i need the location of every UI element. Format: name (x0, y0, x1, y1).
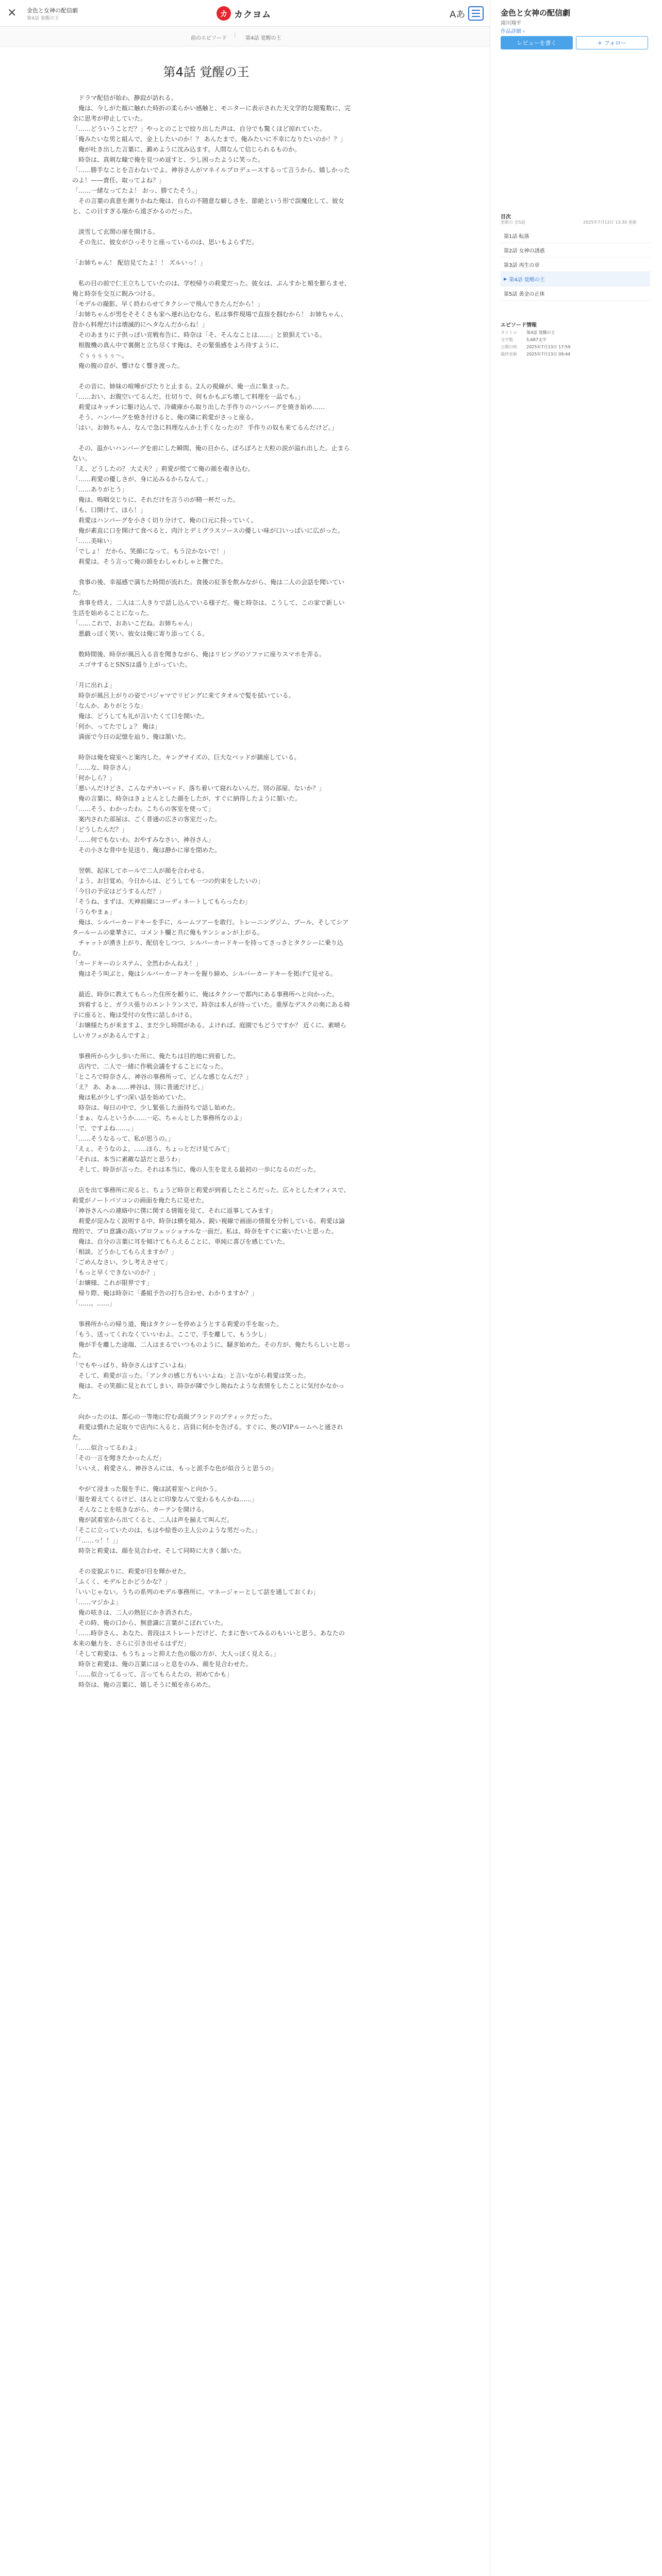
body-paragraph: 「「……っ！！」」 (72, 1537, 122, 1544)
body-paragraph (72, 1309, 351, 1319)
body-paragraph: 「え？ あ、あぁ……神谷は、別に普通だけど。」 (72, 1083, 207, 1091)
body-paragraph: 「今日の予定はどうするんだ？」 (72, 888, 166, 895)
body-paragraph: 「何かしら？」 (72, 774, 116, 782)
body-paragraph: 「……ありがとう」 (72, 486, 128, 493)
body-paragraph: その時、俺の口から、無意識に言葉がこぼれていた。 (72, 1619, 227, 1626)
body-paragraph: 数時間後、時奈が風呂入る音を聞きながら、俺はリビングのソファに座りスマホを弄る。 (72, 651, 326, 658)
body-paragraph: 「服を着えてくるけど、ほんとに印象なんて変わるもんかね……」 (72, 1496, 258, 1503)
body-paragraph: 時奈は、真剣な瞳で俺を見つめ返すと、少し困ったように笑った。 (72, 156, 264, 163)
body-paragraph: 「ふくく、モデルとかどうかな？」 (72, 1578, 171, 1585)
logo-mark-icon: カ (217, 6, 231, 21)
body-paragraph (72, 433, 351, 443)
body-paragraph: 「……莉愛の優しさが、身に沁みるからなんて。」 (72, 476, 211, 483)
review-button[interactable]: レビューを書く (501, 36, 573, 49)
body-paragraph: 「お姉ちゃん！ 配信見てたよ！！ ズルいっ！」 (72, 259, 206, 266)
body-paragraph: 「え、どうしたの？ 大丈夫？」莉愛が慌てて俺の顔を覗き込む。 (72, 465, 254, 472)
body-paragraph: 時奈は、俺の言葉に、嬉しそうに頬を赤らめた。 (72, 1681, 215, 1688)
body-paragraph: 俺は、その笑顔に見とれてしまい、時奈が隣で少し拗ねたような表情をしたことに気付かなかった。 (72, 1382, 345, 1400)
toc-episode-item[interactable] (501, 272, 650, 286)
body-paragraph: 「……おい、お腹空いてるんだ。仕切りで、何もかもぶち壊して料理を一品でも。」 (72, 393, 304, 400)
info-key: 公開日時 (501, 345, 517, 349)
body-paragraph: 食事の後、幸福感で満ちた時間が流れた。食後の紅茶を飲みながら、俺は二人の会話を聞いていた。 (72, 579, 345, 596)
toc-episode-item[interactable] (501, 243, 650, 258)
body-paragraph: 事務所からの帰り道、俺はタクシーを停めようとする莉愛の手を取った。 (72, 1320, 283, 1328)
top-header (0, 0, 490, 27)
body-paragraph: やがて浸まった服を手に、俺は試着室へと向かう。 (72, 1485, 221, 1493)
body-paragraph: 向かったのは、都心の一等地に佇む高級ブランドのブティックだった。 (72, 1413, 276, 1420)
body-paragraph: 莉愛は慣れた足取りで店内に入ると、店員に何かを告げる。すぐに、奥のVIPルームへと通された。 (72, 1423, 343, 1441)
font-size-icon[interactable]: Aあ (450, 9, 466, 20)
body-paragraph: 俺が手を離した途端、二人はまるでいつものように、騒ぎ始めた。その方が、俺たちらしいと思った。 (72, 1341, 351, 1359)
body-paragraph (72, 1556, 351, 1566)
episode-title: 第4話 覚醒の王 (163, 65, 250, 79)
body-paragraph: 事務所から少し歩いた所に、俺たちは目的地に到着した。 (72, 1053, 240, 1060)
body-paragraph: 帰り際、俺は時奈に「番組予告の打ち合わせ、わかりますか？」 (72, 1290, 258, 1297)
body-paragraph: 莉愛は、そう言って俺の頭をわしゃわしゃと撫でた。 (72, 558, 227, 565)
body-paragraph: 「神谷さんへの連絡中に僕に関する情報を見て、それに返事してみます」 (72, 1207, 276, 1214)
body-paragraph: 時奈と莉愛は、顔を見合わせ、そして同時に大きく頷いた。 (72, 1547, 245, 1554)
toc-episode-item[interactable] (501, 229, 650, 243)
body-paragraph: そのあまりに子供っぽい宣戦布告に、時奈は「そ、そんなことは……」と狼狽えている。 (72, 331, 326, 338)
current-marker-icon: ▶ (504, 277, 507, 281)
body-paragraph: その変貌ぶりに、莉愛が目を輝かせた。 (72, 1568, 190, 1575)
body-paragraph: その小さな背中を見送り、俺は静かに扉を閉めた。 (72, 846, 221, 854)
body-paragraph: 食事を終え、二人は二人きりで話し込んでいる様子だ。俺と時奈は、こうして、この家で新しい生活を始めることになった。 (72, 599, 345, 617)
logo-text: カクヨム (234, 9, 271, 20)
body-paragraph: 「もっと早くできないのか？」 (72, 1269, 159, 1276)
body-paragraph: 莉愛が淀みなく説明する中、時奈は横を組み、鋭い視線で画面の情報を分析している。莉愛は論理的で、プロ意識の高いプロフェッショナルな一面だ。私は、時奈をすぐに雇いたいと思った。 (72, 1217, 345, 1235)
menu-icon[interactable] (468, 6, 484, 21)
body-paragraph: 「……勝手なことを言わないでよ。神谷さんがマネイルプロデュースするって言うから、嬉しかったのよ！——責任、取ってよね？」 (72, 166, 350, 184)
body-paragraph: 「お嬢様、これが限界です」 (72, 1279, 153, 1286)
body-paragraph: 俺が素直に口を開けて食べると、肉汁とデミグラスソースの優しい味が口いっぱいに広がった。 (72, 527, 344, 534)
body-paragraph: 俺は私が少しずつ深い話を始めていた。 (72, 1094, 190, 1101)
body-paragraph: 時奈が風呂上がりの姿でパジャマでリビングに来てタオルで髪を拭いている。 (72, 692, 295, 699)
nav-separator: | (234, 32, 236, 38)
toc-list (501, 229, 650, 301)
body-paragraph: 「月に出れよ」 (72, 682, 116, 689)
body-paragraph: 「悪いんだけどさ、こんなデカいベッド、落ち着いて寝れないんだ。別の部屋、ないか？」 (72, 785, 325, 792)
body-paragraph: 「何か、ってたでしょ？ 俺は」 (72, 723, 161, 730)
body-paragraph: 「そして莉愛は、もうちょっと抑えた色の服の方が、大人っぽく見える。」 (72, 1650, 280, 1657)
body-paragraph: 「うらやまぁ」 (72, 908, 116, 916)
body-paragraph: 俺の腹の音が、響けなく響き渡った。 (72, 362, 184, 369)
site-logo[interactable] (217, 6, 271, 21)
work-sidebar (490, 0, 662, 2576)
body-paragraph: 「俺みたいな男と組んで、金上したいのか！？ あんたまで。俺みたいに不幸になりたいのか！？」 (72, 135, 346, 143)
info-row (501, 330, 650, 337)
body-paragraph: 「も、口開けて、ほら！」 (72, 506, 146, 514)
episode-info-label: エピソード情報 (501, 323, 537, 328)
body-paragraph: 莉愛はキッチンに駆け込んで、冷蔵庫から取り出した手作りのハンバーグを焼き始め…… (72, 403, 325, 411)
body-paragraph (72, 216, 351, 227)
body-paragraph: 「……な、時奈さん」 (72, 764, 135, 771)
body-paragraph: そう、ハンバーグを焼き付けると、俺の隣に莉愛がさっと座る。 (72, 414, 258, 421)
body-paragraph: 「……似合ってるわよ」 (72, 1444, 141, 1451)
body-paragraph: 最近、時奈に教えてもらった住所を頼りに、俺はタクシーで都内にある事務所へと向かった。 (72, 991, 339, 998)
work-title[interactable]: 金色と女神の配信劇 (27, 7, 78, 14)
body-paragraph: 「ところで時奈さん、神谷の事務所って、どんな感じなんだ？」 (72, 1073, 252, 1080)
body-paragraph: 「……どういうことだ？」やっとのことで絞り出した声は、自分でも驚くほど掠れていた。 (72, 125, 326, 132)
work-detail-link[interactable]: 作品詳細 › (501, 29, 525, 35)
body-paragraph: ぐぅぅぅぅぅ〜。 (72, 352, 128, 359)
info-row (501, 344, 650, 351)
close-icon[interactable]: × (7, 6, 17, 19)
sidebar-work-title[interactable]: 金色と女神の配信劇 (501, 8, 571, 18)
body-paragraph (72, 1401, 351, 1412)
toc-episode-label: 第2話 女神の誘惑 (504, 248, 545, 254)
body-paragraph: 俺は、シルバーカードキーを手に、ルームツアーを敢行。トレーニングジム、プール、そしてシアタールームの豪華さに、コメント欄と共に俺もテンションが上がる。 (72, 919, 349, 936)
toc-label: 目次 (501, 214, 511, 220)
body-paragraph: 「……これで、おあいこだね。お姉ちゃん」 (72, 620, 196, 627)
body-paragraph (72, 979, 351, 989)
body-paragraph: そんなことを呟きながら、カーテンを開ける。 (72, 1506, 208, 1513)
body-paragraph: 私の目の前で仁王立ちしていたのは、学校帰りの莉愛だった。彼女は、ぷんすかと頬を膨らませ、俺と時奈を交互に睨みつける。 (72, 280, 351, 297)
body-paragraph (72, 742, 351, 752)
body-paragraph (72, 1473, 351, 1484)
body-paragraph: 「まぁ、なんというか……一応、ちゃんとした事務所なのよ」 (72, 1114, 246, 1122)
toc-episode-label: 第1話 転落 (504, 234, 529, 240)
body-paragraph: 「でしょ！ だから、笑顔になって。もう泣かないで！」 (72, 548, 229, 555)
info-value: 第4話 覚醒の王 (526, 330, 555, 335)
body-paragraph: その音に、姉妹の喧嘩がぴたりと止まる。2人の視線が、俺一点に集まった。 (72, 383, 293, 390)
body-paragraph: 俺の言葉に、時奈はきょとんとした顔をしたが、すぐに納得したように頷いた。 (72, 795, 302, 802)
body-paragraph (72, 268, 351, 278)
body-paragraph: 案内された部屋は、ごく普通の広さの客室だった。 (72, 816, 221, 823)
info-key: 最終更新 (501, 352, 517, 357)
body-paragraph: 莉愛はハンバーグを小さく切り分けて、俺の口元に持っていく。 (72, 517, 257, 524)
body-paragraph: ドラマ配信が始わ、静寂が訪れる。 (72, 94, 177, 101)
body-paragraph (72, 855, 351, 866)
sidebar-author[interactable]: 滝川翔平 (501, 21, 521, 26)
body-paragraph: 俺は、どうしても礼が言いたくて口を開いた。 (72, 713, 209, 720)
body-paragraph: 「お嬢様たちが来ますよ、まだ少し時間がある。よければ、庭園でもどうですか？ 近くに、素晴らしいカフェがあるんですよ」 (72, 1022, 346, 1039)
body-paragraph: 俺の呟きは、二人の熱狂にかき消された。 (72, 1609, 196, 1616)
body-paragraph: 「それは、本当に素敵な話だと思うわ」 (72, 1156, 184, 1163)
toc-episode-item[interactable] (501, 258, 650, 272)
body-paragraph: 「……そう、わかったわ。こちらの客室を使って」 (72, 805, 214, 812)
body-paragraph: 「ごめんなさい、少し考えさせて」 (72, 1259, 172, 1266)
body-paragraph: 「いいえ、莉愛さん、神谷さんには、もっと派手な色が似合うと思うの」 (72, 1465, 277, 1472)
episode-body (72, 93, 351, 2576)
body-paragraph (72, 371, 351, 381)
body-paragraph: 「で、ですよね……。」 (72, 1125, 137, 1132)
episode-subtitle: 第4話 覚醒の王 (27, 16, 59, 21)
body-paragraph: 「……似合ってるって、言ってもらえたの、初めてかも」 (72, 1671, 233, 1678)
body-paragraph: 翌朝、起床してホールで二人が顔を合わせる。 (72, 867, 208, 874)
body-paragraph: エゴサするとSNSは盛り上がっていた。 (72, 661, 191, 668)
body-paragraph: 「……マジかよ」 (72, 1599, 122, 1606)
body-paragraph: 時奈と莉愛は、俺の言葉にはっと息をのみ、顔を見合わせた。 (72, 1660, 252, 1668)
prev-episode-link[interactable]: 前のエピソード (191, 36, 227, 41)
follow-button[interactable]: + フォロー (576, 36, 648, 49)
body-paragraph: 「……。……」 (72, 1300, 116, 1307)
body-paragraph (72, 247, 351, 258)
body-paragraph: そして、莉愛が言った。「アンタの感じ方もいいよね」と言いながら莉愛は笑った。 (72, 1372, 310, 1379)
body-paragraph: 俺はそう叫ぶと、俺はシルバーカードキーを握り締め、シルバーカードキーを掲げて見せる。 (72, 970, 337, 977)
body-paragraph: その言葉の真意を測りかねた俺は、自らの不随意な癖しさを、節絶という形で誤魔化して、彼女と、この日すぎる端から遠ざかるのだった。 (72, 197, 344, 215)
body-paragraph: 淡雪して玄関の扉を開ける。 (72, 228, 159, 235)
body-paragraph: 「モデルの撮影、早く終わらせてタクシーで飛んできたんだから！」 (72, 300, 264, 308)
body-paragraph: 「もう、送ってくれなくていいわよ。ここで、手を離して、もう少し」 (72, 1331, 270, 1338)
body-paragraph: 俺は、嗚咽交じりに、それだけを言うのが精一杯だった。 (72, 496, 240, 503)
body-paragraph: 「いいじゃない。うちの系列のモデル事務所に、マネージャーとして話を通しておくわ」 (72, 1588, 319, 1596)
body-paragraph: そして、時奈が言った。それは本当に、俺の人生を変える最初の一歩になるのだった。 (72, 1166, 320, 1173)
body-paragraph: 「お姉ちゃんが男をそそくさも家へ連れ込むなら、私は事件現場で直接を掴むから！ お姉ちゃん、昔から料理だけは壊滅的にへタなんだからね！」 (72, 311, 347, 328)
body-paragraph: 時奈は俺を寝室へと案内した。キングサイズの、巨大なベッドが鎮座している。 (72, 754, 301, 761)
body-paragraph: 満面で今日の記憶を辿り、俺は頷いた。 (72, 733, 190, 740)
info-key: 文字数 (501, 337, 513, 342)
info-row (501, 337, 650, 344)
body-paragraph (72, 670, 351, 680)
body-paragraph: 店を出て事務所に戻ると、ちょうど時奈と莉愛が到着したところだった。広々としたオフィスで、莉愛がノートパソコンの画面を俺たちに見せた。 (72, 1187, 350, 1204)
info-row (501, 351, 650, 359)
body-paragraph: 俺は、自分の言葉に耳を傾けてもらえることに、単純に喜びを感じていた。 (72, 1238, 289, 1245)
body-paragraph: 「よう、お目覚め。今日からは、どうしても一つの約束をしたいの」 (72, 877, 264, 885)
body-paragraph: 俺が試着室から出てくると、二人は声を揃えて叫んだ。 (72, 1516, 234, 1523)
toc-episode-label: 第3話 再生の章 (504, 263, 540, 268)
body-paragraph: 「……美味い」 (72, 537, 116, 545)
toc-count: 更新日 全5話 (501, 220, 525, 225)
body-paragraph: 俺が吐き出した言葉に、澱めように沈み込ます。人間なんて信じられるものか。 (72, 146, 301, 153)
body-paragraph: 「その一言を聞きたかったんだ」 (72, 1454, 166, 1462)
body-paragraph: 「そうね、まずは、天神前線にコーディネートしてもらったわ」 (72, 898, 252, 905)
body-paragraph (72, 567, 351, 577)
body-paragraph: 「でもやっぱり、時奈さんはすごいよね」 (72, 1362, 190, 1369)
body-paragraph: 「……何でもないわ。おやすみなさい、神谷さん」 (72, 836, 214, 843)
body-paragraph: 「相談、どうかしてもらえますか？」 (72, 1248, 178, 1256)
body-paragraph: 「えぇ、そうなのよ。……ほら、ちょっとだけ見てみて」 (72, 1145, 234, 1153)
toc-updated: 2025年7月13日 13:30 更新 (583, 220, 637, 225)
body-paragraph: チャットが湧き上がり、配信をしつつ、シルバーカードキーを持ってさっさとタクシーに乗り込む。 (72, 939, 343, 957)
body-paragraph: 「……一緒なってたよ！ おっ、勝てたそう。」 (72, 187, 201, 194)
toc-episode-label: 第5話 黄金の正体 (504, 292, 545, 297)
body-paragraph: 「……時奈さん、あなた、普段はストレートだけど、たまに巻いてみるのもいいと思う。あなたの本来の魅力を、さらに引き出せるはずだ」 (72, 1630, 345, 1647)
body-paragraph: 「どうしたんだ？」 (72, 826, 128, 833)
info-key: タイトル (501, 330, 517, 335)
body-paragraph: 「なんか、ありがとうな」 (72, 702, 147, 709)
body-paragraph (72, 1041, 351, 1051)
body-paragraph: 「はい、お姉ちゃん、なんで急に料理なんか上手くなったの？ 手作りの奴も来てるんだけど。」 (72, 424, 338, 431)
info-value: 2025年7月13日 17:59 (526, 345, 571, 349)
body-paragraph: 俺は、今しがた飯に触れた時折の柔らかい感触と、モニターに表示された天文学的な閲覧数に、完全に思考が停止していた。 (72, 105, 351, 122)
toc-episode-label: 第4話 覚醒の王 (509, 277, 545, 283)
body-paragraph: 店内で、二人で一緒に作戦会議をすることになった。 (72, 1063, 227, 1070)
reader-area (0, 46, 490, 2576)
body-paragraph (72, 639, 351, 649)
episode-info-table (501, 330, 650, 359)
body-paragraph: 根腹機の真ん中で裏側と立ち尽くす俺は、その緊張感をよろ待すように、 (72, 342, 283, 349)
body-paragraph: 「そこに立っていたのは、もはや絵巻の主人公のような男だった。」 (72, 1527, 261, 1534)
body-paragraph (72, 1175, 351, 1185)
info-value: 2025年7月13日 09:44 (526, 352, 571, 357)
body-paragraph: 悪戯っぽく笑い、彼女は俺に寄り添ってくる。 (72, 630, 209, 637)
info-value: 5,687文字 (526, 337, 547, 342)
body-paragraph: その、温かいハンバーグを前にした瞬間、俺の目から、ぽろぽろと大粒の涙が溢れ出した。止まらない。 (72, 445, 350, 462)
body-paragraph: その先に、彼女がひっそりと座っているのは、思いもよらずだ。 (72, 239, 258, 246)
current-episode-label: 第4話 覚醒の王 (245, 36, 282, 41)
body-paragraph: 時奈は、毎日の中で、少し緊張した面持ちで話し始めた。 (72, 1104, 239, 1111)
body-paragraph: 到着すると、ガラス張りのエントランスで、時奈は本人が待っていた。重厚なデスクの奥にある椅子に座ると、俺は受付の女性に話しかける。 (72, 1001, 350, 1019)
body-paragraph: 「カードキーのシステム、全然わかんねえ！」 (72, 960, 202, 967)
episode-nav (0, 27, 490, 46)
body-paragraph: 「……そうなるって、私が思うの。」 (72, 1135, 174, 1142)
toc-episode-item[interactable] (501, 286, 650, 301)
